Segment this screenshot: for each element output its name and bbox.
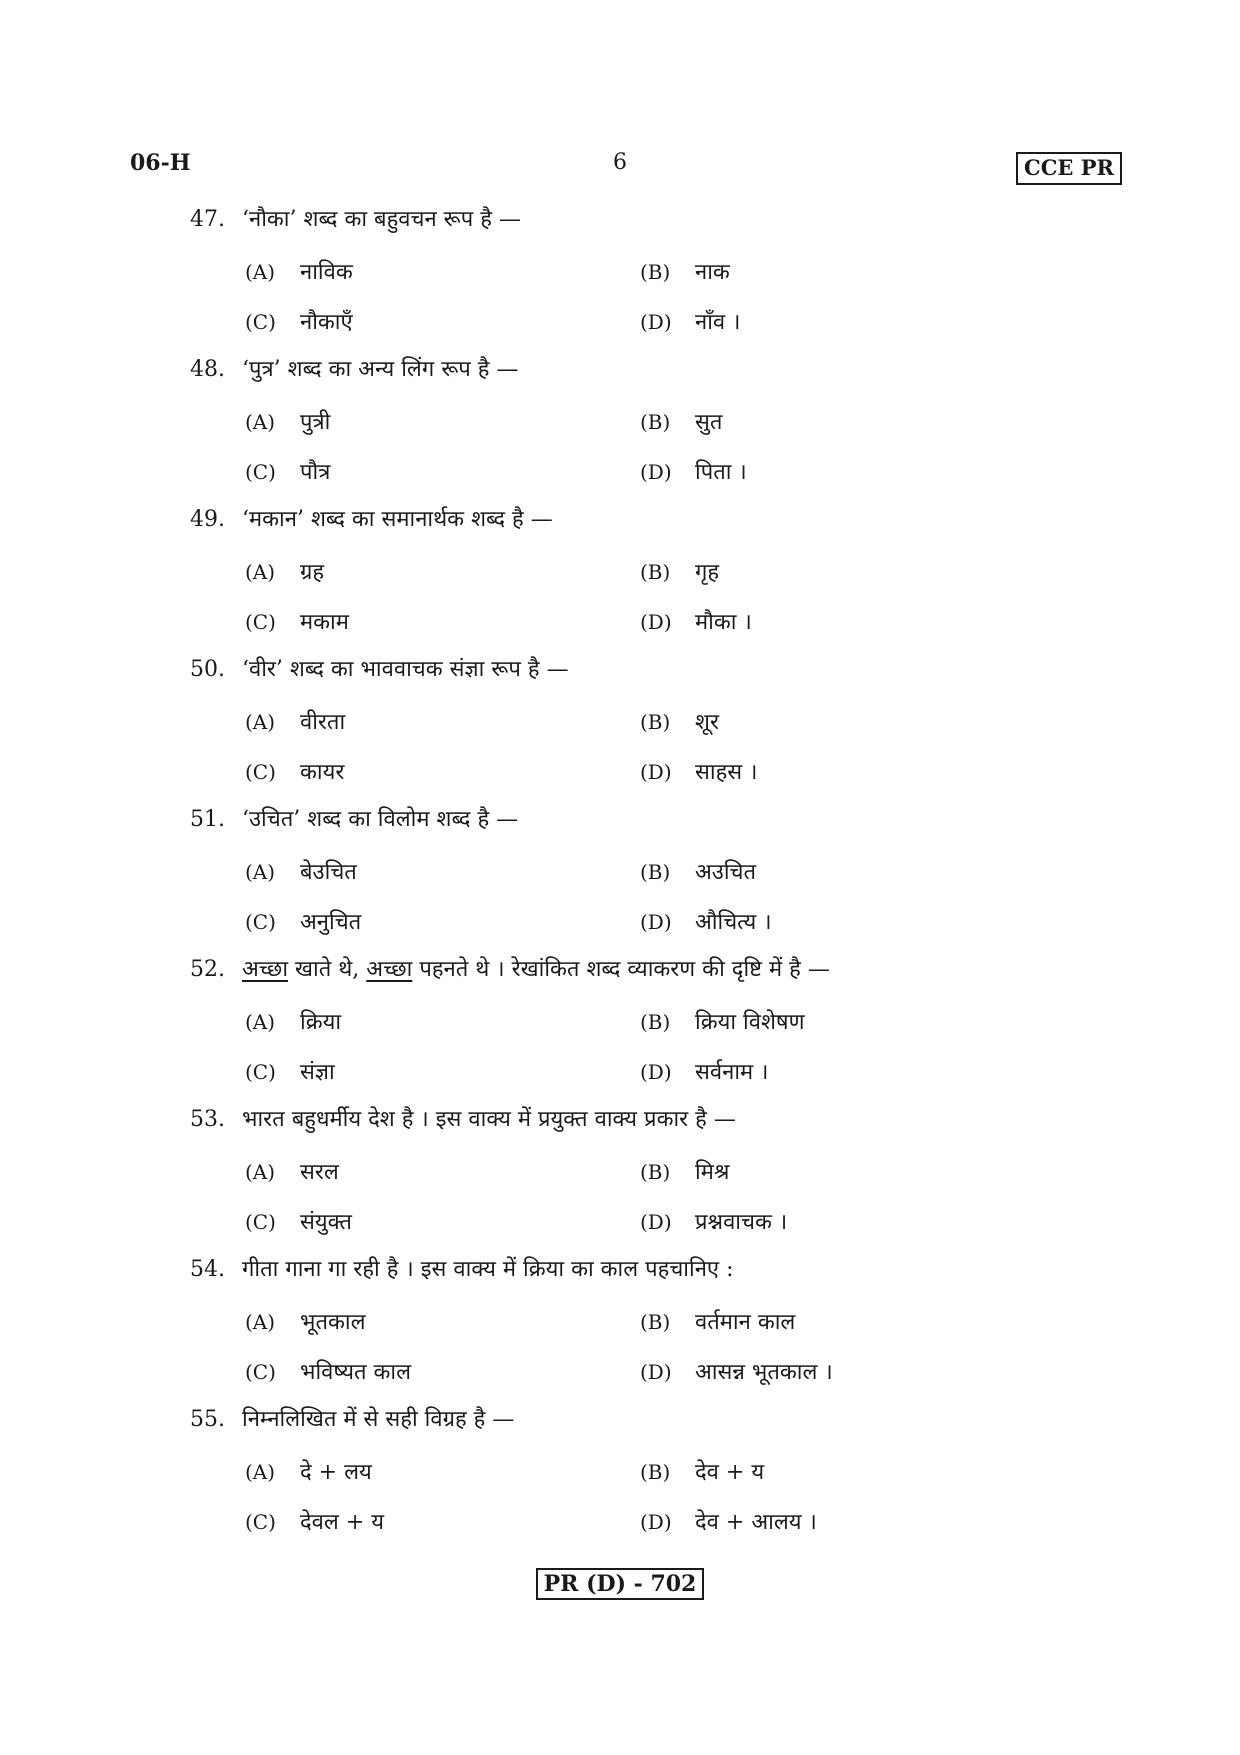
option-text: मिश्र <box>695 1160 730 1185</box>
question-number: 50. <box>190 657 225 682</box>
option <box>640 407 722 438</box>
option-letter: (A) <box>245 710 276 734</box>
option-text: नाक <box>695 260 730 285</box>
option <box>245 257 353 288</box>
option <box>245 407 330 438</box>
option <box>245 757 344 788</box>
option-text: कायर <box>300 760 345 785</box>
option <box>640 1307 795 1338</box>
question-number: 49. <box>190 507 225 532</box>
question-number: 47. <box>190 207 225 232</box>
option-letter: (C) <box>245 1060 276 1084</box>
option <box>245 457 330 488</box>
option-letter: (D) <box>640 310 672 334</box>
option-text: दे + लय <box>300 1460 372 1485</box>
option <box>245 1007 341 1038</box>
option <box>640 307 740 338</box>
question-item <box>0 655 1240 805</box>
question-segment: ‘मकान’ शब्द का समानार्थक शब्द है — <box>242 507 553 532</box>
option-letter: (A) <box>245 860 276 884</box>
option <box>245 1207 352 1238</box>
option-letter: (B) <box>640 560 671 584</box>
option <box>640 1507 817 1538</box>
option <box>245 1457 372 1488</box>
option-letter: (A) <box>245 1010 276 1034</box>
option <box>640 1357 833 1388</box>
question-item <box>0 1405 1240 1555</box>
option-text: अनुचित <box>300 910 362 935</box>
option-letter: (A) <box>245 1310 276 1334</box>
option <box>640 1007 805 1038</box>
exam-tag: CCE PR <box>1016 152 1122 185</box>
option <box>640 857 756 888</box>
option-letter: (C) <box>245 610 276 634</box>
underlined-word: अच्छा <box>366 957 413 982</box>
option <box>245 1507 384 1538</box>
option-text: पिता । <box>695 460 747 485</box>
option-letter: (D) <box>640 460 672 484</box>
question-item <box>0 1105 1240 1255</box>
question-text <box>190 1405 514 1435</box>
option <box>640 1207 787 1238</box>
option-text: आसन्न भूतकाल । <box>695 1360 833 1385</box>
option-letter: (B) <box>640 1460 671 1484</box>
question-number: 51. <box>190 807 225 832</box>
option-letter: (D) <box>640 1360 672 1384</box>
question-number: 54. <box>190 1257 225 1282</box>
option-text: सुत <box>695 410 723 435</box>
question-segment: पहनते थे । रेखांकित शब्द व्याकरण की दृष्टि में है — <box>412 957 830 982</box>
paper-code: 06-H <box>130 150 191 176</box>
question-segment: गीता गाना गा रही है । इस वाक्य में क्रिया का काल पहचानिए : <box>242 1257 734 1282</box>
option-letter: (B) <box>640 710 671 734</box>
option-text: नौकाएँ <box>300 310 353 335</box>
option <box>245 857 357 888</box>
option <box>245 557 324 588</box>
question-text <box>190 355 518 385</box>
option-text: शूर <box>695 710 719 735</box>
option-text: नाविक <box>300 260 353 285</box>
option-letter: (D) <box>640 910 672 934</box>
option-letter: (A) <box>245 260 276 284</box>
question-list <box>0 205 1240 1555</box>
option <box>640 1157 729 1188</box>
option-letter: (B) <box>640 1010 671 1034</box>
option-text: क्रिया विशेषण <box>695 1010 805 1035</box>
question-item <box>0 805 1240 955</box>
option-letter: (B) <box>640 860 671 884</box>
page-footer <box>0 1568 1240 1600</box>
question-item <box>0 355 1240 505</box>
option-text: गृह <box>695 560 720 585</box>
option-letter: (B) <box>640 410 671 434</box>
option-letter: (C) <box>245 910 276 934</box>
option <box>245 1057 335 1088</box>
question-text <box>190 805 518 835</box>
option-text: वीरता <box>300 710 346 735</box>
option-letter: (D) <box>640 1510 672 1534</box>
option <box>640 457 747 488</box>
question-number: 52. <box>190 957 225 982</box>
option <box>640 757 757 788</box>
option-text: सर्वनाम । <box>695 1060 769 1085</box>
question-segment: निम्नलिखित में से सही विग्रह है — <box>242 1407 515 1432</box>
question-text <box>190 655 569 685</box>
option-letter: (C) <box>245 1360 276 1384</box>
option <box>640 907 772 938</box>
option-text: सरल <box>300 1160 339 1185</box>
question-segment: ‘उचित’ शब्द का विलोम शब्द है — <box>242 807 519 832</box>
question-segment: ‘पुत्र’ शब्द का अन्य लिंग रूप है — <box>242 357 519 382</box>
option-letter: (C) <box>245 1210 276 1234</box>
underlined-word: अच्छा <box>242 957 289 982</box>
option-text: साहस । <box>695 760 758 785</box>
option-text: पुत्री <box>300 410 331 435</box>
option-letter: (C) <box>245 460 276 484</box>
page-header <box>0 148 1240 188</box>
question-segment: ‘वीर’ शब्द का भाववाचक संज्ञा रूप है — <box>242 657 569 682</box>
option <box>640 707 719 738</box>
option-letter: (D) <box>640 1060 672 1084</box>
question-segment: भारत बहुधर्मीय देश है । इस वाक्य में प्रयुक्त वाक्य प्रकार है — <box>242 1107 736 1132</box>
question-segment: ‘नौका’ शब्द का बहुवचन रूप है — <box>242 207 521 232</box>
question-number: 53. <box>190 1107 225 1132</box>
option <box>640 557 719 588</box>
question-item <box>0 505 1240 655</box>
option <box>245 1357 411 1388</box>
option-letter: (B) <box>640 1310 671 1334</box>
option <box>245 1307 366 1338</box>
option-text: वर्तमान काल <box>695 1310 796 1335</box>
question-text <box>190 955 830 985</box>
footer-code: PR (D) - 702 <box>536 1568 705 1600</box>
page-number: 6 <box>613 150 627 175</box>
option-text: प्रश्नवाचक । <box>695 1210 788 1235</box>
option-text: क्रिया <box>300 1010 342 1035</box>
question-item <box>0 205 1240 355</box>
option-text: देवल + य <box>300 1510 385 1535</box>
option <box>245 1157 339 1188</box>
question-text <box>190 505 553 535</box>
option-letter: (A) <box>245 560 276 584</box>
question-text <box>190 205 521 235</box>
question-segment: खाते थे, <box>288 957 367 982</box>
question-number: 55. <box>190 1407 225 1432</box>
option-text: पौत्र <box>300 460 331 485</box>
option <box>245 907 361 938</box>
option <box>245 607 349 638</box>
option-letter: (D) <box>640 1210 672 1234</box>
option-text: मकाम <box>300 610 349 635</box>
option-letter: (D) <box>640 760 672 784</box>
option-text: संयुक्त <box>300 1210 352 1235</box>
option-letter: (A) <box>245 1460 276 1484</box>
question-text <box>190 1255 734 1285</box>
option-letter: (C) <box>245 1510 276 1534</box>
option-letter: (D) <box>640 610 672 634</box>
option-text: ग्रह <box>300 560 325 585</box>
option-letter: (B) <box>640 1160 671 1184</box>
option <box>640 1457 764 1488</box>
question-item <box>0 955 1240 1105</box>
option <box>245 307 353 338</box>
option <box>245 707 345 738</box>
option <box>640 257 730 288</box>
question-item <box>0 1255 1240 1405</box>
option-text: औचित्य । <box>695 910 772 935</box>
option-letter: (A) <box>245 410 276 434</box>
question-number: 48. <box>190 357 225 382</box>
option-letter: (B) <box>640 260 671 284</box>
option-letter: (C) <box>245 760 276 784</box>
option <box>640 1057 769 1088</box>
option-text: देव + य <box>695 1460 765 1485</box>
option-text: देव + आलय । <box>695 1510 817 1535</box>
option-letter: (A) <box>245 1160 276 1184</box>
option-text: भविष्यत काल <box>300 1360 412 1385</box>
option-text: संज्ञा <box>300 1060 335 1085</box>
option <box>640 607 752 638</box>
question-text <box>190 1105 736 1135</box>
option-text: नाँव । <box>695 310 741 335</box>
option-letter: (C) <box>245 310 276 334</box>
option-text: भूतकाल <box>300 1310 366 1335</box>
option-text: अउचित <box>695 860 757 885</box>
option-text: मौका । <box>695 610 752 635</box>
option-text: बेउचित <box>300 860 357 885</box>
